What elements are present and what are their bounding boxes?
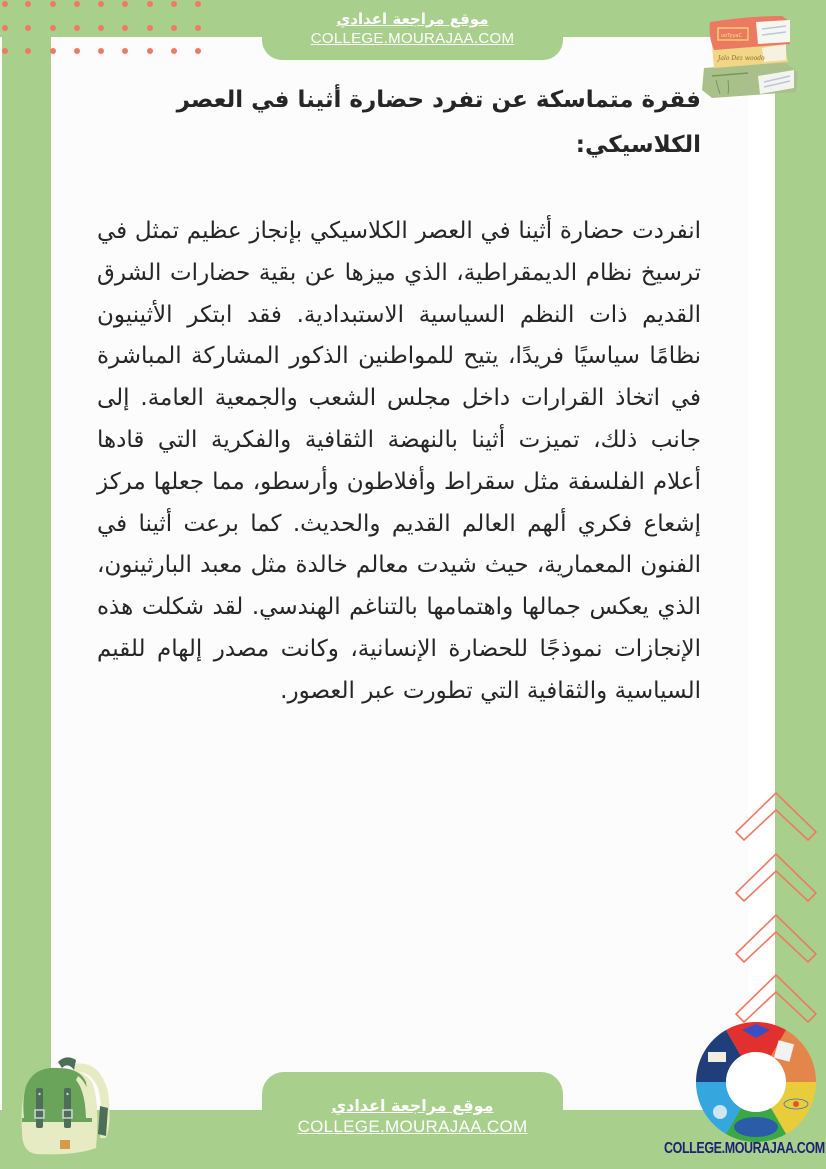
education-ring-logo bbox=[694, 1020, 818, 1144]
decorative-dot bbox=[195, 48, 201, 54]
site-banner-domain[interactable]: COLLEGE.MOURAJAA.COM bbox=[310, 30, 515, 47]
decorative-dot bbox=[2, 1, 8, 7]
decorative-dot bbox=[74, 25, 80, 31]
decorative-dot bbox=[50, 1, 56, 7]
document-content bbox=[97, 78, 701, 713]
decorative-dot bbox=[50, 48, 56, 54]
decorative-dot bbox=[122, 1, 128, 7]
backpack-icon bbox=[14, 1052, 114, 1164]
decorative-dot bbox=[74, 48, 80, 54]
site-banner-arabic[interactable]: موقع مراجعة اعدادي bbox=[336, 10, 489, 28]
site-banner-top[interactable] bbox=[262, 0, 563, 60]
page-edge bbox=[0, 37, 2, 1110]
decorative-dot bbox=[50, 25, 56, 31]
decorative-dot bbox=[25, 25, 31, 31]
decorative-dot bbox=[171, 48, 177, 54]
document-paragraph: انفردت حضارة أثينا في العصر الكلاسيكي بإنجاز عظيم تمثل في ترسيخ نظام الديمقراطية، الذي ميزها عن بقية حضارات الشرق القديم ذات النظم السياسية الاستبدادية. فقد ابتكر الأثينيون نظامًا سياسيًا فريدًا، يتيح للمواطنين الذكور المشاركة المباشرة في اتخاذ القرارات داخل مجلس الشعب والجمعية العامة. إلى جانب ذلك، تميزت أثينا بالنهضة الثقافية والفكرية التي قادها أعلام الفلسفة مثل سقراط وأفلاطون وأرسطو، مما جعلها مركز إشعاع فكري ألهم العالم القديم والحديث. كما برعت أثينا في الفنون المعمارية، حيث شيدت معالم خالدة مثل معبد البارثينون، الذي يعكس جمالها واهتمامها بالتناغم الهندسي. لقد شكلت هذه الإنجازات نموذجًا للحضارة الإنسانية، وكانت مصدر إلهام للقيم السياسية والثقافية التي تطورت عبر العصور. bbox=[97, 218, 701, 704]
chevron-up-icon bbox=[732, 790, 820, 1040]
site-logo-text[interactable]: COLLEGE.MOURAJAA.COM bbox=[664, 1139, 825, 1157]
svg-text:uoTyyaC: uoTyyaC bbox=[721, 33, 742, 39]
decorative-dot bbox=[2, 48, 8, 54]
decorative-dot bbox=[25, 48, 31, 54]
decorative-dot bbox=[122, 25, 128, 31]
decorative-dot bbox=[98, 48, 104, 54]
decorative-dot bbox=[2, 25, 8, 31]
decorative-dot bbox=[147, 1, 153, 7]
books-icon bbox=[698, 10, 802, 100]
decorative-dot bbox=[122, 48, 128, 54]
site-banner-bottom[interactable] bbox=[262, 1072, 563, 1169]
decorative-dot bbox=[98, 25, 104, 31]
decorative-dots-overlay bbox=[0, 0, 200, 60]
decorative-dot bbox=[98, 1, 104, 7]
svg-text:Jalo Dez woodo: Jalo Dez woodo bbox=[718, 55, 765, 62]
decorative-dot bbox=[147, 48, 153, 54]
decorative-dot bbox=[74, 1, 80, 7]
site-banner-arabic[interactable]: موقع مراجعة اعدادي bbox=[331, 1096, 494, 1115]
decorative-dot bbox=[195, 1, 201, 7]
decorative-dot bbox=[171, 1, 177, 7]
document-heading: فقرة متماسكة عن تفرد حضارة أثينا في العصر الكلاسيكي: bbox=[176, 87, 701, 158]
site-banner-domain[interactable]: COLLEGE.MOURAJAA.COM bbox=[297, 1117, 528, 1136]
decorative-dot bbox=[171, 25, 177, 31]
decorative-dot bbox=[25, 1, 31, 7]
decorative-dot bbox=[195, 25, 201, 31]
decorative-dot bbox=[147, 25, 153, 31]
